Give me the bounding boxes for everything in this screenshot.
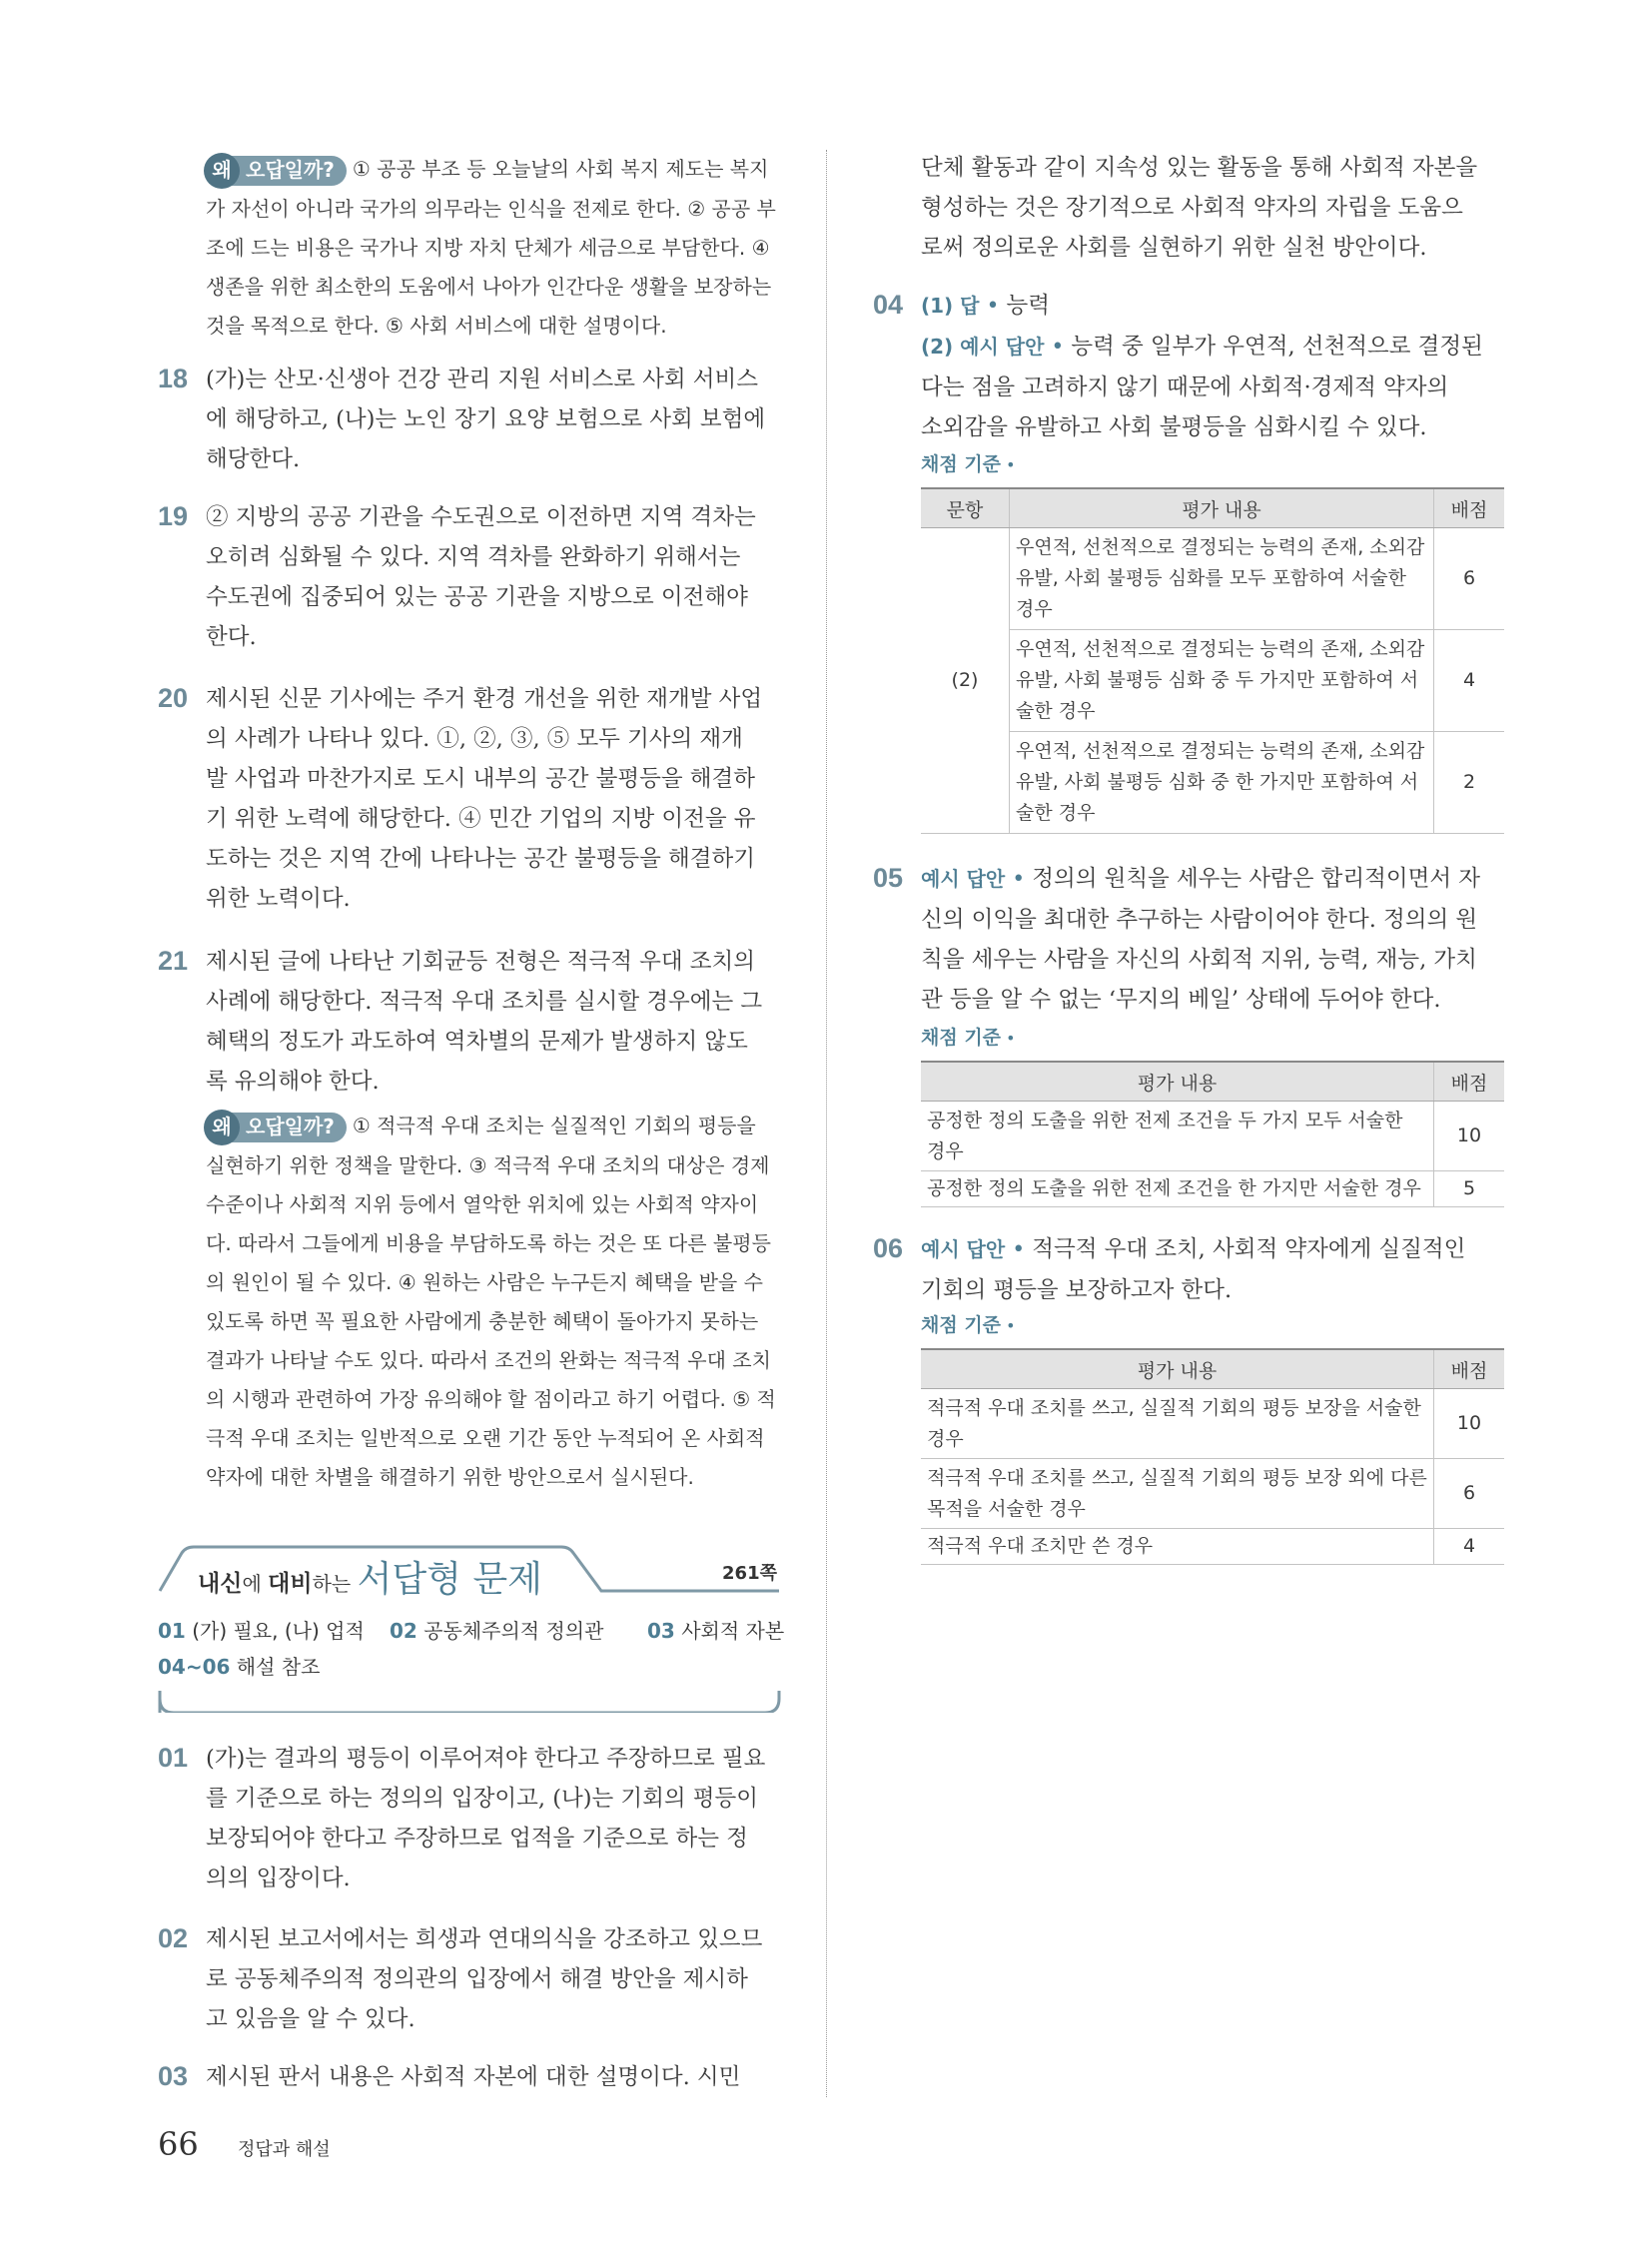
table-cell-content: 적극적 우대 조치를 쓰고, 실질적 기회의 평등 보장을 서술한 경우 xyxy=(921,1389,1434,1459)
short-answer-02: 02 공동체주의적 정의관 xyxy=(390,1619,604,1643)
table-cell-content: 적극적 우대 조치를 쓰고, 실질적 기회의 평등 보장 외에 다른 목적을 서술한 경우 xyxy=(921,1459,1434,1529)
table-header: 배점 xyxy=(1434,488,1505,528)
criteria-table-04 xyxy=(921,487,1504,834)
essay-number-01: 01 xyxy=(158,1743,189,1773)
section-essay-answers xyxy=(158,1533,785,1713)
table-row xyxy=(921,1389,1504,1459)
table-cell-score: 5 xyxy=(1434,1171,1505,1207)
table-cell-score: 10 xyxy=(1434,1389,1505,1459)
why-wrong-note-1: 왜 오답일까? ① 공공 부조 등 오늘날의 사회 복지 제도는 복지 가 자선이 아니라 국가의 의무라는 인식을 전제로 한다. ② 공공 부 조에 드는 비용은 국가나 지방 자치 단체가 세금으로 부담한다. ④ 생존을 위한 최소한의 도움에서 나아가 인간다운 생활을 보장하는 것을 목적으로 한다. ⑤ 사회 서비스에 대한 설명이다. xyxy=(206,150,785,346)
table-row xyxy=(921,630,1504,732)
essay-answer-02: 제시된 보고서에서는 희생과 연대의식을 강조하고 있으므 로 공동체주의적 정의관의 입장에서 해결 방안을 제시하 고 있음을 알 수 있다. xyxy=(206,1926,763,2032)
essay-number-02: 02 xyxy=(158,1923,189,1953)
table-cell-item: (2) xyxy=(921,528,1010,834)
page-footer-title: 정답과 해설 xyxy=(238,2139,331,2160)
criteria-label-04: 채점 기준 • xyxy=(921,453,1016,475)
essay-answer-03: 제시된 판서 내용은 사회적 자본에 대한 설명이다. 시민 xyxy=(206,2064,741,2090)
table-cell-content: 우연적, 선천적으로 결정되는 능력의 존재, 소외감 유발, 사회 불평등 심화를 모두 포함하여 서술한 경우 xyxy=(1010,528,1434,630)
essay-answer-03-continued: 단체 활동과 같이 지속성 있는 활동을 통해 사회적 자본을 형성하는 것은 장기적으로 사회적 약자의 자립을 도움으 로써 정의로운 사회를 실현하기 위한 실천 방안이다. xyxy=(921,155,1478,261)
criteria-table-06 xyxy=(921,1348,1504,1565)
table-row xyxy=(921,1102,1504,1171)
essay-number-04: 04 xyxy=(873,290,904,320)
section-title: 내신에 대비하는 서답형 문제 xyxy=(198,1559,542,1600)
criteria-label-05: 채점 기준 • xyxy=(921,1027,1016,1049)
table-row xyxy=(921,732,1504,834)
question-number-19: 19 xyxy=(158,501,189,531)
criteria-table-05 xyxy=(921,1061,1504,1207)
essay-number-05: 05 xyxy=(873,863,904,893)
short-answer-row-1: 01 (가) 필요, (나) 업적 xyxy=(158,1619,365,1643)
question-number-21: 21 xyxy=(158,946,189,976)
table-header: 평가 내용 xyxy=(921,1062,1434,1102)
answer-19: ② 지방의 공공 기관을 수도권으로 이전하면 지역 격차는 오히려 심화될 수 있다. 지역 격차를 완화하기 위해서는 수도권에 집중되어 있는 공공 기관을 지방으로 이전해야 한다. xyxy=(206,504,756,650)
table-header: 평가 내용 xyxy=(921,1349,1434,1389)
section-page-ref: 261쪽 xyxy=(722,1563,777,1584)
table-cell-content: 우연적, 선천적으로 결정되는 능력의 존재, 소외감 유발, 사회 불평등 심화 중 한 가지만 포함하여 서 술한 경우 xyxy=(1010,732,1434,834)
essay-answer-06: 예시 답안 • 적극적 우대 조치, 사회적 약자에게 실질적인 기회의 평등을 보장하고자 한다. xyxy=(921,1236,1466,1303)
table-header: 평가 내용 xyxy=(1010,488,1434,528)
page-number: 66 xyxy=(158,2125,199,2163)
table-row xyxy=(921,1459,1504,1529)
answer-20: 제시된 신문 기사에는 주거 환경 개선을 위한 재개발 사업 의 사례가 나타나 있다. ①, ②, ③, ⑤ 모두 기사의 재개 발 사업과 마찬가지로 도시 내부의 공간 불평등을 해결하 기 위한 노력에 해당한다. ④ 민간 기업의 지방 이전을 유 도하는 것은 지역 간에 나타나는 공간 불평등을 해결하기 위한 노력이다. xyxy=(206,686,763,912)
table-header: 배점 xyxy=(1434,1062,1505,1102)
essay-answer-04: (1) 답 • 능력 (2) 예시 답안 • 능력 중 일부가 우연적, 선천적으로 결정된 다는 점을 고려하지 않기 때문에 사회적·경제적 약자의 소외감을 유발하고 사회 불평등을 심화시킬 수 있다. xyxy=(921,293,1483,440)
criteria-label-06: 채점 기준 • xyxy=(921,1314,1016,1336)
column-divider xyxy=(826,150,827,2097)
table-row xyxy=(921,1171,1504,1207)
short-answer-04-06: 04~06 해설 참조 xyxy=(158,1655,321,1679)
table-cell-score: 4 xyxy=(1434,630,1505,732)
short-answer-03: 03 사회적 자본 xyxy=(647,1619,785,1643)
table-cell-score: 10 xyxy=(1434,1102,1505,1171)
table-header: 문항 xyxy=(921,488,1010,528)
table-cell-content: 공정한 정의 도출을 위한 전제 조건을 두 가지 모두 서술한 경우 xyxy=(921,1102,1434,1171)
answer-21: 제시된 글에 나타난 기회균등 전형은 적극적 우대 조치의 사례에 해당한다. 적극적 우대 조치를 실시할 경우에는 그 혜택의 정도가 과도하여 역차별의 문제가 발생하지 않도 록 유의해야 한다. xyxy=(206,949,763,1095)
table-cell-score: 6 xyxy=(1434,1459,1505,1529)
table-header: 배점 xyxy=(1434,1349,1505,1389)
table-cell-content: 적극적 우대 조치만 쓴 경우 xyxy=(921,1529,1434,1565)
why-wrong-note-2: 왜 오답일까? ① 적극적 우대 조치는 실질적인 기회의 평등을 실현하기 위한 정책을 말한다. ③ 적극적 우대 조치의 대상은 경제 수준이나 사회적 지위 등에서 열악한 위치에 있는 사회적 약자이 다. 따라서 그들에게 비용을 부담하도록 하는 것은 또 다른 불평등 의 원인이 될 수 있다. ④ 원하는 사람은 누구든지 혜택을 받을 수 있도록 하면 꼭 필요한 사람에게 충분한 혜택이 돌아가지 못하는 결과가 나타날 수도 있다. 따라서 조건의 완화는 적극적 우대 조치 의 시행과 관련하여 가장 유의해야 할 점이라고 하기 어렵다. ⑤ 적 극적 우대 조치는 일반적으로 오랜 기간 동안 누적되어 온 사회적 약자에 대한 차별을 해결하기 위한 방안으로서 실시된다. xyxy=(206,1107,785,1497)
question-number-20: 20 xyxy=(158,683,189,713)
table-cell-score: 2 xyxy=(1434,732,1505,834)
essay-answer-01: (가)는 결과의 평등이 이루어져야 한다고 주장하므로 필요 를 기준으로 하는 정의의 입장이고, (나)는 기회의 평등이 보장되어야 한다고 주장하므로 업적을 기준으로 하는 정 의의 입장이다. xyxy=(206,1746,766,1891)
table-cell-score: 4 xyxy=(1434,1529,1505,1565)
table-row xyxy=(921,1529,1504,1565)
table-cell-score: 6 xyxy=(1434,528,1505,630)
why-wrong-badge: 왜 오답일까? xyxy=(206,1108,347,1146)
essay-number-06: 06 xyxy=(873,1233,904,1263)
question-number-18: 18 xyxy=(158,364,189,393)
table-cell-content: 우연적, 선천적으로 결정되는 능력의 존재, 소외감 유발, 사회 불평등 심화 중 두 가지만 포함하여 서 술한 경우 xyxy=(1010,630,1434,732)
answer-18: (가)는 산모·신생아 건강 관리 지원 서비스로 사회 서비스 에 해당하고, (나)는 노인 장기 요양 보험으로 사회 보험에 해당한다. xyxy=(206,367,766,472)
table-row xyxy=(921,528,1504,630)
essay-number-03: 03 xyxy=(158,2061,189,2091)
table-cell-content: 공정한 정의 도출을 위한 전제 조건을 한 가지만 서술한 경우 xyxy=(921,1171,1434,1207)
essay-answer-05: 예시 답안 • 정의의 원칙을 세우는 사람은 합리적이면서 자 신의 이익을 최대한 추구하는 사람이어야 한다. 정의의 원 칙을 세우는 사람을 자신의 사회적 지위, 능력, 재능, 가치 관 등을 알 수 없는 ‘무지의 베일’ 상태에 두어야 한다. xyxy=(921,866,1480,1013)
why-wrong-badge: 왜 오답일까? xyxy=(206,151,347,190)
